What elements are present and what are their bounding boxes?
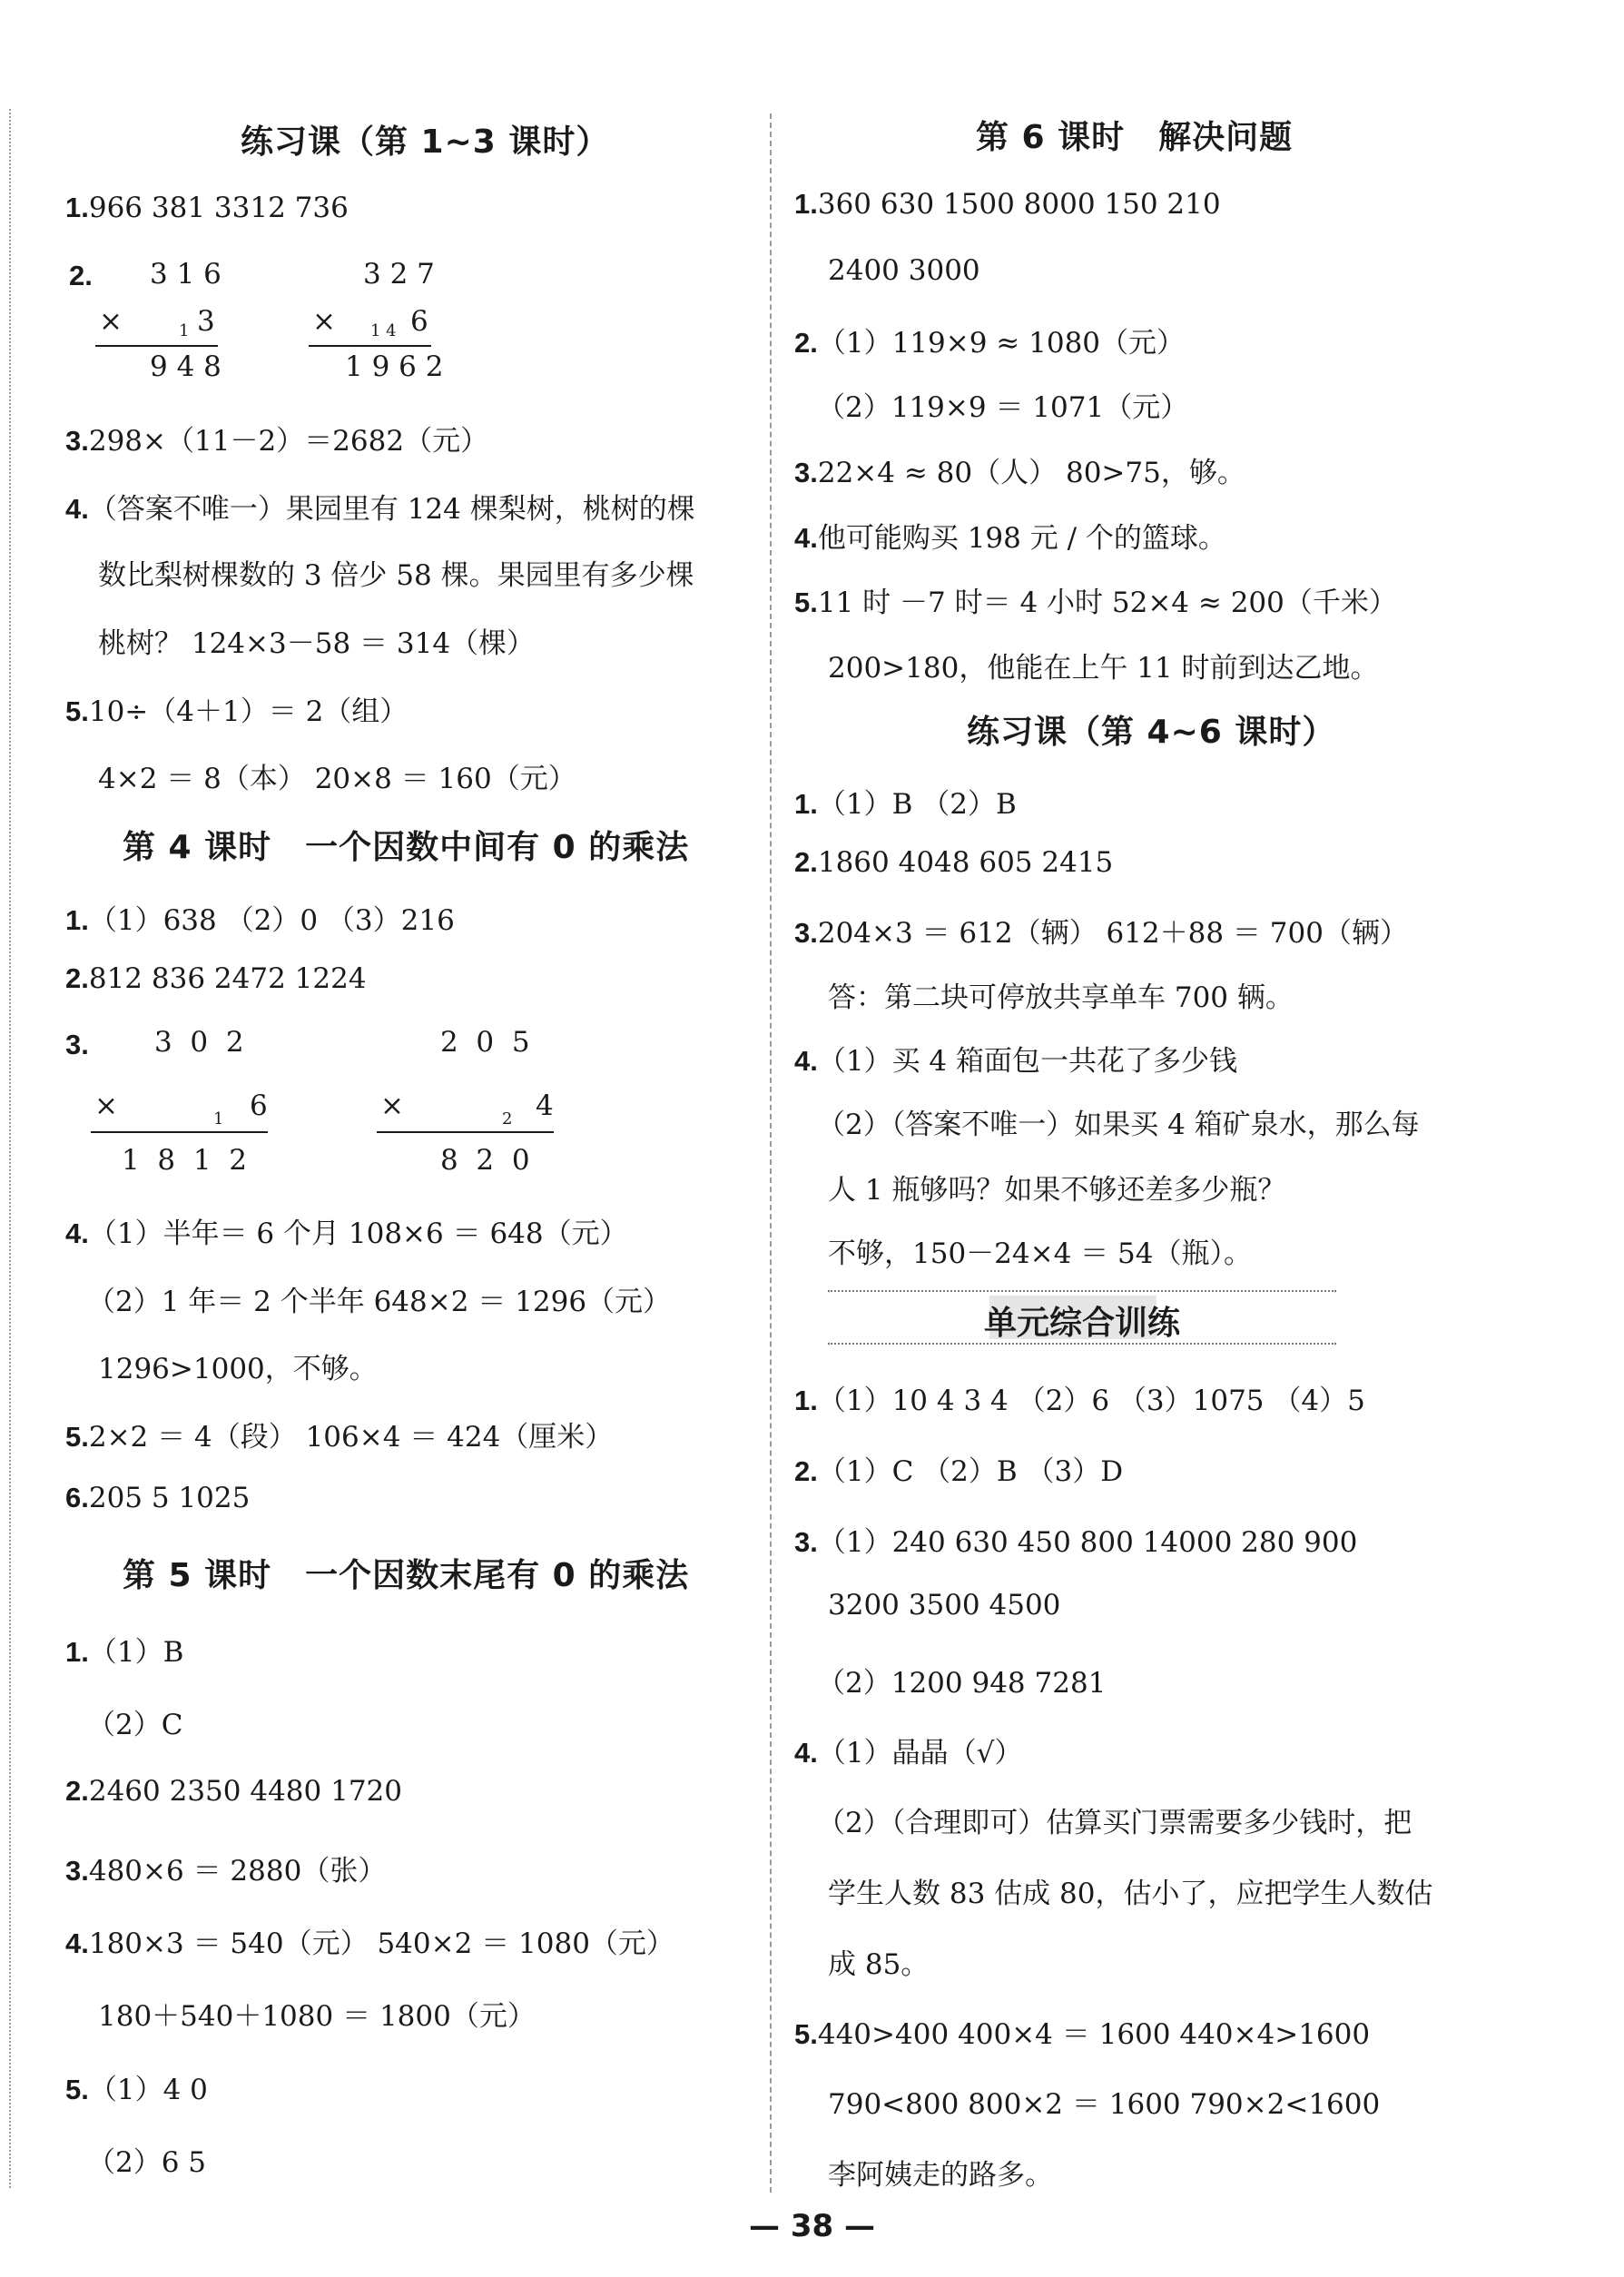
- section-title: 练习课（第 4~6 课时）: [967, 714, 1336, 751]
- answer-4-line-2: （2）（答案不唯一）如果买 4 箱矿泉水，那么每: [817, 1109, 1420, 1141]
- answer-2: 2.（1）C （2）B （3）D: [794, 1455, 1124, 1488]
- answer-2: 2.812 836 2472 1224: [65, 962, 367, 995]
- multiplication-rule: [309, 345, 431, 347]
- answer-3-line-2: 3200 3500 4500: [828, 1589, 1061, 1622]
- answer-1: 1.966 381 3312 736: [65, 192, 349, 224]
- answer-5-line-2: 790<800 800×2 ＝ 1600 790×2<1600: [828, 2088, 1381, 2121]
- answer-3: 3.204×3 ＝ 612（辆） 612＋88 ＝ 700（辆）: [794, 917, 1408, 950]
- section-title: 第 6 课时 解决问题: [976, 119, 1294, 156]
- answer-4-line-4: 不够，150－24×4 ＝ 54（瓶）。: [828, 1237, 1252, 1270]
- vertical-multiplication: 2 0 5 × 2 4 8 2 0: [377, 1026, 558, 1180]
- answer-5-line-2: （2）6 5: [87, 2146, 207, 2179]
- answer-1: 1.（1）10 4 3 4 （2）6 （3）1075 （4）5: [794, 1385, 1365, 1417]
- answer-5: 5.2×2 ＝ 4（段） 106×4 ＝ 424（厘米）: [65, 1421, 614, 1454]
- answer-4: 4.（1）买 4 箱面包一共花了多少钱: [794, 1045, 1238, 1078]
- answer-4: 4.（答案不唯一）果园里有 124 棵梨树，桃树的棵: [65, 493, 695, 526]
- answer-5: 5.11 时 －7 时＝ 4 小时 52×4 ≈ 200（千米）: [794, 586, 1397, 619]
- answer-2: 2.2460 2350 4480 1720: [65, 1775, 402, 1808]
- answer-1: 1.（1）638 （2）0 （3）216: [65, 904, 455, 937]
- section-title: 练习课（第 1~3 课时）: [241, 123, 610, 161]
- answer-4: 4.（1）半年＝ 6 个月 108×6 ＝ 648（元）: [65, 1217, 628, 1250]
- answer-4-line-4: 成 85。: [828, 1948, 930, 1981]
- answer-4-line-2: （2）（合理即可）估算买门票需要多少钱时，把: [817, 1807, 1412, 1839]
- answer-3-line-2: 答：第二块可停放共享单车 700 辆。: [828, 981, 1294, 1014]
- answer-4-line-3: 桃树？ 124×3－58 ＝ 314（棵）: [98, 627, 536, 660]
- answer-4: 4.他可能购买 198 元 / 个的篮球。: [794, 522, 1226, 555]
- answer-3: 3.22×4 ≈ 80（人） 80>75，够。: [794, 457, 1245, 489]
- banner-bottom-rule: [828, 1343, 1336, 1345]
- answer-1: 1.360 630 1500 8000 150 210: [794, 188, 1221, 221]
- answer-3-label: 3.: [65, 1029, 89, 1060]
- multiplication-rule: [377, 1131, 554, 1133]
- answer-4-line-2: （2）1 年＝ 2 个半年 648×2 ＝ 1296（元）: [87, 1286, 672, 1318]
- answer-5-line-2: 4×2 ＝ 8（本） 20×8 ＝ 160（元）: [98, 763, 576, 795]
- answer-2: 2.1860 4048 605 2415: [794, 846, 1114, 879]
- answer-5: 5.（1）4 0: [65, 2074, 208, 2106]
- answer-4-line-3: 1296>1000，不够。: [98, 1353, 378, 1385]
- answer-5-line-3: 李阿姨走的路多。: [828, 2159, 1053, 2192]
- answer-5-line-2: 200>180，他能在上午 11 时前到达乙地。: [828, 652, 1379, 685]
- answer-4: 4.（1）晶晶（√）: [794, 1737, 1023, 1769]
- vertical-multiplication: 3 1 6 × 1 3 9 4 8: [95, 258, 222, 385]
- section-banner: [828, 1290, 1336, 1345]
- answer-3: 3.（1）240 630 450 800 14000 280 900: [794, 1526, 1358, 1559]
- answer-4-line-3: 学生人数 83 估成 80，估小了，应把学生人数估: [828, 1878, 1433, 1910]
- answer-4-line-2: 180＋540＋1080 ＝ 1800（元）: [98, 2000, 536, 2033]
- section-title: 第 5 课时 一个因数末尾有 0 的乘法: [123, 1557, 690, 1594]
- answer-2-label: 2.: [69, 260, 93, 291]
- answer-5: 5.440>400 400×4 ＝ 1600 440×4>1600: [794, 2018, 1371, 2051]
- vertical-multiplication: 3 2 7 × 1 4 6 1 9 6 2: [309, 258, 436, 385]
- answer-3-line-3: （2）1200 948 7281: [817, 1667, 1107, 1700]
- answer-3: 3.480×6 ＝ 2880（张）: [65, 1855, 387, 1888]
- multiplication-rule: [91, 1131, 268, 1133]
- answer-1: 1.（1）B: [65, 1636, 184, 1669]
- page-number: — 38 —: [749, 2208, 875, 2244]
- answer-1-line-2: 2400 3000: [828, 254, 980, 287]
- answer-4-line-2: 数比梨树棵数的 3 倍少 58 棵。果园里有多少棵: [98, 559, 694, 592]
- vertical-multiplication: 3 0 2 × 1 6 1 8 1 2: [91, 1026, 272, 1180]
- answer-5: 5.10÷（4＋1）＝ 2（组）: [65, 695, 408, 728]
- column-divider: [770, 113, 772, 2193]
- answer-2: 2.（1）119×9 ≈ 1080（元）: [794, 327, 1186, 360]
- answer-1: 1.（1）B （2）B: [794, 788, 1017, 821]
- section-title: 第 4 课时 一个因数中间有 0 的乘法: [123, 829, 690, 866]
- page-edge-rule: [9, 109, 11, 2188]
- section-title: 单元综合训练: [983, 1305, 1180, 1342]
- multiplication-rule: [95, 345, 218, 347]
- answer-2-line-2: （2）119×9 ＝ 1071（元）: [817, 391, 1189, 424]
- banner-top-rule: [828, 1290, 1336, 1292]
- answer-4-line-3: 人 1 瓶够吗？如果不够还差多少瓶？: [828, 1174, 1286, 1207]
- answer-6: 6.205 5 1025: [65, 1482, 251, 1514]
- answer-1-line-2: （2）C: [87, 1709, 183, 1741]
- answer-3: 3.298×（11－2）＝2682（元）: [65, 425, 489, 458]
- answer-4: 4.180×3 ＝ 540（元） 540×2 ＝ 1080（元）: [65, 1927, 674, 1960]
